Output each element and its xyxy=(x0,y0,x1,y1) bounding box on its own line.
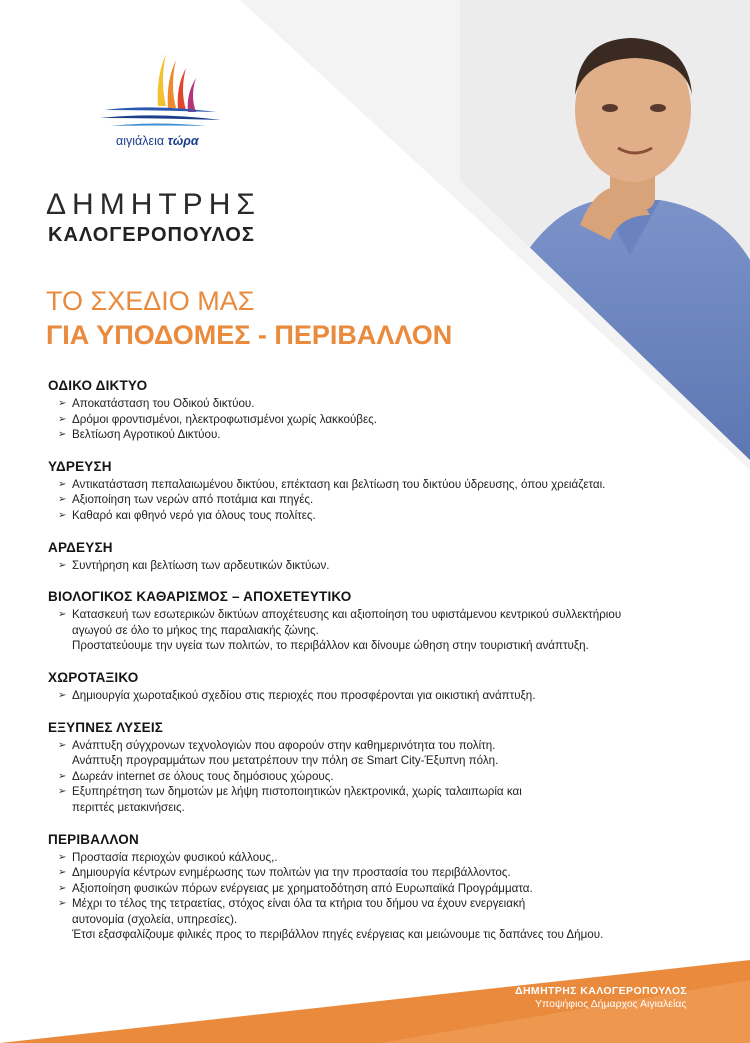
list-item-text: Βελτίωση Αγροτικού Δικτύου. xyxy=(72,428,221,442)
logo-wordmark xyxy=(116,134,199,148)
list-item-text: Δημιουργία κέντρων ενημέρωσης των πολιτών για την προστασία του περιβάλλοντος. xyxy=(72,866,511,880)
arrow-bullet-icon: ➢ xyxy=(58,494,67,506)
arrow-bullet-icon: ➢ xyxy=(58,429,67,441)
section-item-list xyxy=(48,477,708,524)
arrow-bullet-icon: ➢ xyxy=(58,882,67,894)
program-section xyxy=(48,720,708,816)
logo-text-regular: αιγιάλεια xyxy=(116,134,165,148)
arrow-bullet-icon: ➢ xyxy=(58,689,67,701)
list-item xyxy=(48,396,708,412)
arrow-bullet-icon: ➢ xyxy=(58,851,67,863)
list-item-text: αυτονομία (σχολεία, υπηρεσίες). xyxy=(72,912,238,926)
list-item xyxy=(48,607,708,654)
list-item xyxy=(48,769,708,785)
arrow-bullet-icon: ➢ xyxy=(58,786,67,798)
list-item xyxy=(48,784,708,815)
list-item xyxy=(48,865,708,881)
program-section xyxy=(48,540,708,574)
arrow-bullet-icon: ➢ xyxy=(58,398,67,409)
list-item-text: Κατασκευή των εσωτερικών δικτύων αποχέτευσης και αξιοποίηση του υφιστάμενου κεντρικού συλλεκτήριου xyxy=(72,608,622,622)
arrow-bullet-icon: ➢ xyxy=(58,559,67,571)
list-item-text: Καθαρό και φθηνό νερό για όλους τους πολίτες. xyxy=(72,508,316,522)
candidate-last-name: ΚΑΛΟΓΕΡΟΠΟΥΛΟΣ xyxy=(48,224,255,246)
section-item-list xyxy=(48,558,708,574)
footer-candidate-name: ΔΗΜΗΤΡΗΣ ΚΑΛΟΓΕΡΟΠΟΥΛΟΣ xyxy=(515,985,688,997)
list-item-text: Ανάπτυξη σύγχρονων τεχνολογιών που αφορούν στην καθημερινότητα του πολίτη. xyxy=(72,738,496,752)
section-title: ΥΔΡΕΥΣΗ xyxy=(48,458,112,474)
section-title: ΒΙΟΛΟΓΙΚΟΣ ΚΑΘΑΡΙΣΜΟΣ – ΑΠΟΧΕΤΕΥΤΙΚΟ xyxy=(48,589,352,605)
heading-line-2: ΓΙΑ ΥΠΟΔΟΜΕΣ - ΠΕΡΙΒΑΛΛΟΝ xyxy=(46,320,453,350)
list-item-text: Προστατεύουμε την υγεία των πολιτών, το περιβάλλον και δίνουμε ώθηση στην τουριστική ανάπτυξη. xyxy=(72,639,589,653)
list-item xyxy=(48,492,708,508)
list-item-text: Αξιοποίηση φυσικών πόρων ενέργειας με χρηματοδότηση από Ευρωπαϊκά Προγράμματα. xyxy=(72,881,533,895)
list-item-text: Δωρεάν internet σε όλους τους δημόσιους χώρους. xyxy=(72,769,334,783)
section-title: ΧΩΡΟΤΑΞΙΚΟ xyxy=(48,669,139,685)
section-title: ΑΡΔΕΥΣΗ xyxy=(48,539,113,555)
arrow-bullet-icon: ➢ xyxy=(58,509,67,521)
list-item-text: Προστασία περιοχών φυσικού κάλλους,. xyxy=(72,850,278,864)
program-section xyxy=(48,378,708,443)
section-item-list xyxy=(48,688,708,704)
list-item-text: Αξιοποίηση των νερών από ποτάμια και πηγές. xyxy=(72,493,314,507)
arrow-bullet-icon: ➢ xyxy=(58,898,67,910)
section-item-list xyxy=(48,850,708,944)
arrow-bullet-icon: ➢ xyxy=(58,609,67,621)
program-section xyxy=(48,670,708,704)
list-item-text: Δρόμοι φροντισμένοι, ηλεκτροφωτισμένοι χωρίς λακκούβες. xyxy=(72,412,377,426)
list-item xyxy=(48,427,708,443)
arrow-bullet-icon: ➢ xyxy=(58,739,67,751)
section-item-list xyxy=(48,396,708,443)
logo-text-bold: τώρα xyxy=(167,134,199,148)
list-item-text: Έτσι εξασφαλίζουμε φιλικές προς το περιβάλλον πηγές ενέργειας και μειώνουμε τις δαπάνες του Δήμου. xyxy=(72,928,604,942)
list-item-text: Εξυπηρέτηση των δημοτών με λήψη πιστοποιητικών ηλεκτρονικά, χωρίς ταλαιπωρία και xyxy=(72,785,522,799)
section-item-list xyxy=(48,607,708,654)
heading-line-1: ΤΟ ΣΧΕΔΙΟ ΜΑΣ xyxy=(46,286,255,316)
list-item xyxy=(48,508,708,524)
list-item xyxy=(48,477,708,493)
list-item xyxy=(48,850,708,866)
list-item-text: περιττές μετακινήσεις. xyxy=(72,800,185,814)
section-title: ΠΕΡΙΒΑΛΛΟΝ xyxy=(48,831,139,847)
sail-logo-icon xyxy=(96,46,226,136)
list-item-text: Μέχρι το τέλος της τετραετίας, στόχος είναι όλα τα κτήρια του δήμου να έχουν ενεργειακή xyxy=(72,897,526,911)
list-item-text: Αντικατάσταση πεπαλαιωμένου δικτύου, επέκταση και βελτίωση του δικτύου ύδρευσης, όπου χρειάζεται. xyxy=(72,477,606,491)
arrow-bullet-icon: ➢ xyxy=(58,478,67,490)
section-title: ΕΞΥΠΝΕΣ ΛΥΣΕΙΣ xyxy=(48,719,164,735)
program-section xyxy=(48,832,708,944)
arrow-bullet-icon: ➢ xyxy=(58,770,67,782)
list-item xyxy=(48,412,708,428)
section-title: ΟΔΙΚΟ ΔΙΚΤΥΟ xyxy=(48,378,148,393)
list-item-text: αγωγού σε όλο το μήκος της παραλιακής ζώνης. xyxy=(72,623,319,637)
list-item xyxy=(48,881,708,897)
arrow-bullet-icon: ➢ xyxy=(58,413,67,425)
list-item-text: Αποκατάσταση του Οδικού δικτύου. xyxy=(72,397,255,410)
list-item-text: Δημιουργία χωροταξικού σχεδίου στις περιοχές που προσφέρονται για οικιστική ανάπτυξη. xyxy=(72,688,536,702)
list-item xyxy=(48,738,708,769)
list-item xyxy=(48,896,708,943)
candidate-first-name: ΔΗΜΗΤΡΗΣ xyxy=(46,188,261,221)
list-item xyxy=(48,688,708,704)
list-item xyxy=(48,558,708,574)
arrow-bullet-icon: ➢ xyxy=(58,867,67,879)
list-item-text: Ανάπτυξη προγραμμάτων που μετατρέπουν την πόλη σε Smart City-Έξυπνη πόλη. xyxy=(72,754,499,768)
program-content xyxy=(48,378,708,959)
party-logo xyxy=(96,46,226,156)
section-item-list xyxy=(48,738,708,816)
list-item-text: Συντήρηση και βελτίωση των αρδευτικών δικτύων. xyxy=(72,558,330,572)
footer-candidate-role: Υποψήφιος Δήμαρχος Αιγιαλείας xyxy=(535,998,687,1010)
program-section xyxy=(48,459,708,524)
program-section xyxy=(48,589,708,654)
